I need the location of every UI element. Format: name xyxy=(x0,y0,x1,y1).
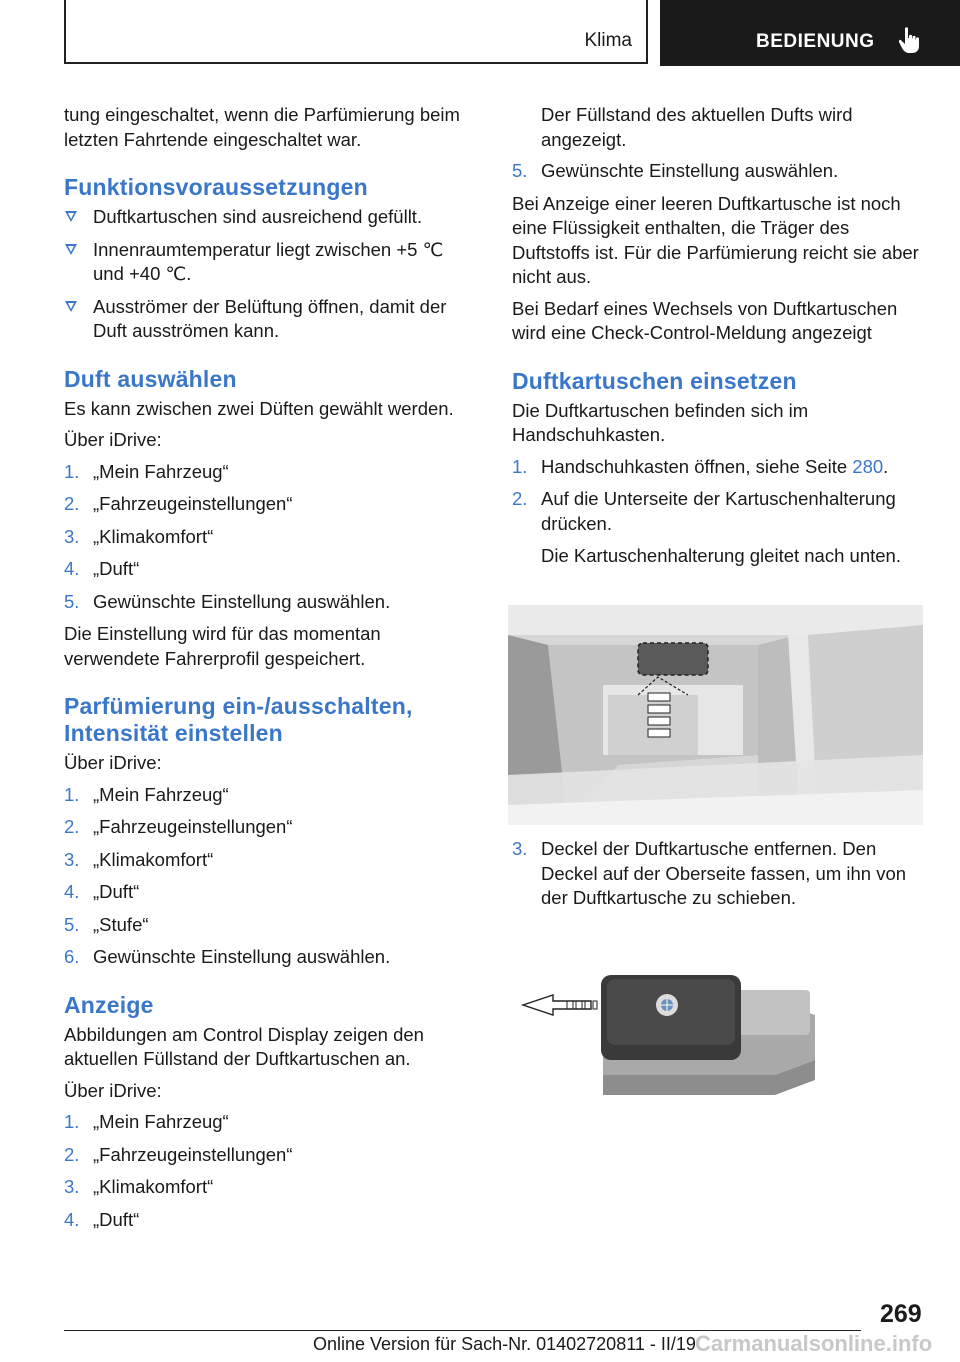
list-item: 2. „Fahrzeugeinstellungen“ xyxy=(64,816,293,837)
duft-idrive-label: Über iDrive: xyxy=(64,429,162,450)
anzeige-paragraph: Abbildungen am Control Display zeigen den aktuellen Füllstand der Duftkartuschen an. xyxy=(64,1023,424,1069)
list-item: 4. „Duft“ xyxy=(64,558,140,579)
list-item: 3. „Klimakomfort“ xyxy=(64,1176,214,1197)
list-item: 5. „Stufe“ xyxy=(64,913,149,935)
list-item: 1. Handschuhkasten öffnen, siehe Seite 280. xyxy=(512,455,889,477)
anzeige-idrive-label: Über iDrive: xyxy=(64,1079,162,1101)
header-section-box xyxy=(64,0,648,64)
heading-anzeige: Anzeige xyxy=(64,991,154,1018)
anzeige-steps xyxy=(64,1110,474,1232)
step-subtext: Die Kartuschenhalterung gleitet nach unten. xyxy=(541,545,901,566)
right-column xyxy=(512,103,926,577)
hand-pointer-icon xyxy=(898,26,920,54)
chapter-title: BEDIENUNG xyxy=(756,31,875,52)
duft-steps xyxy=(64,460,474,615)
fuellstand-text: Der Füllstand des aktuellen Dufts wird angezeigt. xyxy=(541,104,853,150)
list-item: 1. „Mein Fahrzeug“ xyxy=(64,1111,229,1132)
list-item: 2. Auf die Unterseite der Kartuschenhalterung drücken. Die Kartuschenhalterung gleitet nach unten. xyxy=(512,487,926,569)
list-item: 6. Gewünschte Einstellung auswählen. xyxy=(64,946,391,967)
parf-steps xyxy=(64,783,474,970)
header-chapter-box xyxy=(660,0,960,66)
list-item: 3. „Klimakomfort“ xyxy=(64,848,214,870)
online-version-text: Online Version für Sach-Nr. 01402720811 - II/19 xyxy=(313,1334,696,1354)
empty-cartridge-note: Bei Anzeige einer leeren Duftkartusche ist noch eine Flüssigkeit enthalten, die Träger des Duftstoffs ist. Für die Parfümierung reicht sie aber nicht aus. xyxy=(512,192,919,287)
list-item: 5. Gewünschte Einstellung auswählen. xyxy=(64,590,391,612)
requirements-list xyxy=(64,205,474,344)
heading-funktionsvoraussetzungen: Funktionsvoraussetzungen xyxy=(64,174,368,200)
einsetzen-steps xyxy=(512,455,926,569)
list-item: 4. „Duft“ xyxy=(64,1208,140,1230)
list-item: 1. „Mein Fahrzeug“ xyxy=(64,460,229,482)
bullet-triangle-icon xyxy=(65,211,77,222)
list-item: 3. Deckel der Duftkartusche entfernen. Den Deckel auf der Oberseite fassen, um ihn von der Duftkartusche zu schieben. xyxy=(512,838,907,908)
glovebox-holder-illustration xyxy=(508,605,923,825)
duft-paragraph: Es kann zwischen zwei Düften gewählt werden. xyxy=(64,397,454,419)
section-title: Klima xyxy=(584,30,632,51)
bullet-triangle-icon xyxy=(65,244,77,255)
list-item: 4. „Duft“ xyxy=(64,881,140,902)
einsetzen-steps-cont xyxy=(512,837,926,911)
heading-parfuemierung: Parfümierung ein-/ausschalten, Intensität einstellen xyxy=(64,693,413,746)
duft-profile-note: Die Einstellung wird für das momentan verwendete Fahrerprofil gespeichert. xyxy=(64,623,381,669)
right-column-step3 xyxy=(512,837,926,919)
page-link[interactable]: 280 xyxy=(852,455,884,477)
list-item: 5. Gewünschte Einstellung auswählen. xyxy=(512,160,839,181)
list-item: Ausströmer der Belüftung öffnen, damit der Duft ausströmen kann. xyxy=(64,295,474,344)
einsetzen-paragraph: Die Duftkartuschen befinden sich im Handschuhkasten. xyxy=(512,399,809,445)
anzeige-steps-cont xyxy=(512,159,926,184)
watermark-text: Carmanualsonline.info xyxy=(695,1331,933,1356)
intro-text: tung eingeschaltet, wenn die Parfümierung beim letzten Fahrtende eingeschaltet war. xyxy=(64,104,460,150)
list-item: Duftkartuschen sind ausreichend gefüllt. xyxy=(64,205,474,230)
page-number: 269 xyxy=(880,1300,922,1328)
heading-einsetzen: Duftkartuschen einsetzen xyxy=(512,367,797,394)
parf-idrive-label: Über iDrive: xyxy=(64,752,162,773)
list-item: 2. „Fahrzeugeinstellungen“ xyxy=(64,493,293,514)
list-item: Innenraumtemperatur liegt zwischen +5 ℃ und +40 ℃. xyxy=(64,238,474,287)
bullet-triangle-icon xyxy=(65,301,77,312)
list-item: 2. „Fahrzeugeinstellungen“ xyxy=(64,1143,293,1165)
left-column xyxy=(64,103,474,1240)
check-control-note: Bei Bedarf eines Wechsels von Duftkartuschen wird eine Check-Control-Meldung angezeigt xyxy=(512,297,898,343)
list-item: 1. „Mein Fahrzeug“ xyxy=(64,783,229,805)
list-item: 3. „Klimakomfort“ xyxy=(64,525,214,547)
cartridge-lid-illustration xyxy=(515,965,815,1105)
heading-duft-auswaehlen: Duft auswählen xyxy=(64,365,237,392)
